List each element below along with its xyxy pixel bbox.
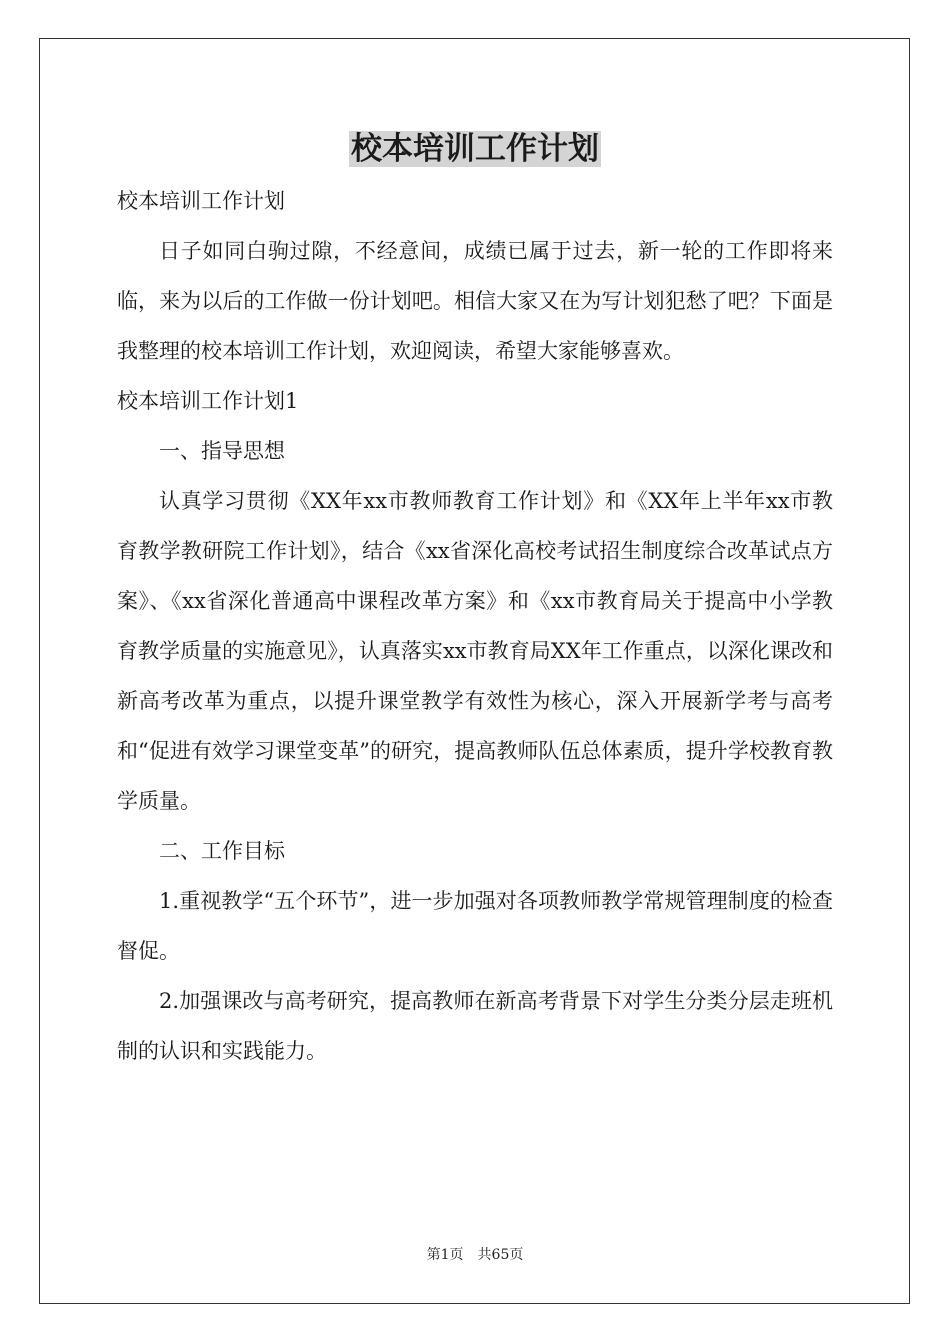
document-subtitle: 校本培训工作计划 bbox=[117, 189, 285, 213]
goal-item-1: 1.重视教学“五个环节”，进一步加强对各项教师教学常规管理制度的检查督促。 bbox=[117, 889, 833, 963]
page-number: 第1页 bbox=[426, 1247, 464, 1263]
section-title: 校本培训工作计划1 bbox=[117, 389, 299, 413]
document-body bbox=[117, 176, 833, 1076]
document-title-text: 校本培训工作计划 bbox=[351, 131, 599, 167]
heading-guiding-ideology: 一、指导思想 bbox=[159, 439, 285, 463]
heading-work-goals: 二、工作目标 bbox=[159, 839, 285, 863]
page-total: 共65页 bbox=[477, 1247, 524, 1263]
guiding-ideology-paragraph: 认真学习贯彻《XX年xx市教师教育工作计划》和《XX年上半年xx市教育教学教研院工作计划》，结合《xx省深化高校考试招生制度综合改革试点方案》、《xx省深化普通高中课程改革方案》和《xx市教育局关于提高中小学教育教学质量的实施意见》，认真落实xx市教育局XX年工作重点，以深化课改和新高考改革为重点，以提升课堂教学有效性为核心，深入开展新学考与高考和“促进有效学习课堂变革”的研究，提高教师队伍总体素质，提升学校教育教学质量。 bbox=[117, 489, 833, 813]
intro-paragraph: 日子如同白驹过隙，不经意间，成绩已属于过去，新一轮的工作即将来临，来为以后的工作做一份计划吧。相信大家又在为写计划犯愁了吧？下面是我整理的校本培训工作计划，欢迎阅读，希望大家能够喜欢。 bbox=[117, 239, 833, 363]
goal-item-2: 2.加强课改与高考研究，提高教师在新高考背景下对学生分类分层走班机制的认识和实践能力。 bbox=[117, 989, 833, 1063]
page-footer bbox=[0, 1245, 950, 1265]
document-title bbox=[0, 127, 950, 171]
